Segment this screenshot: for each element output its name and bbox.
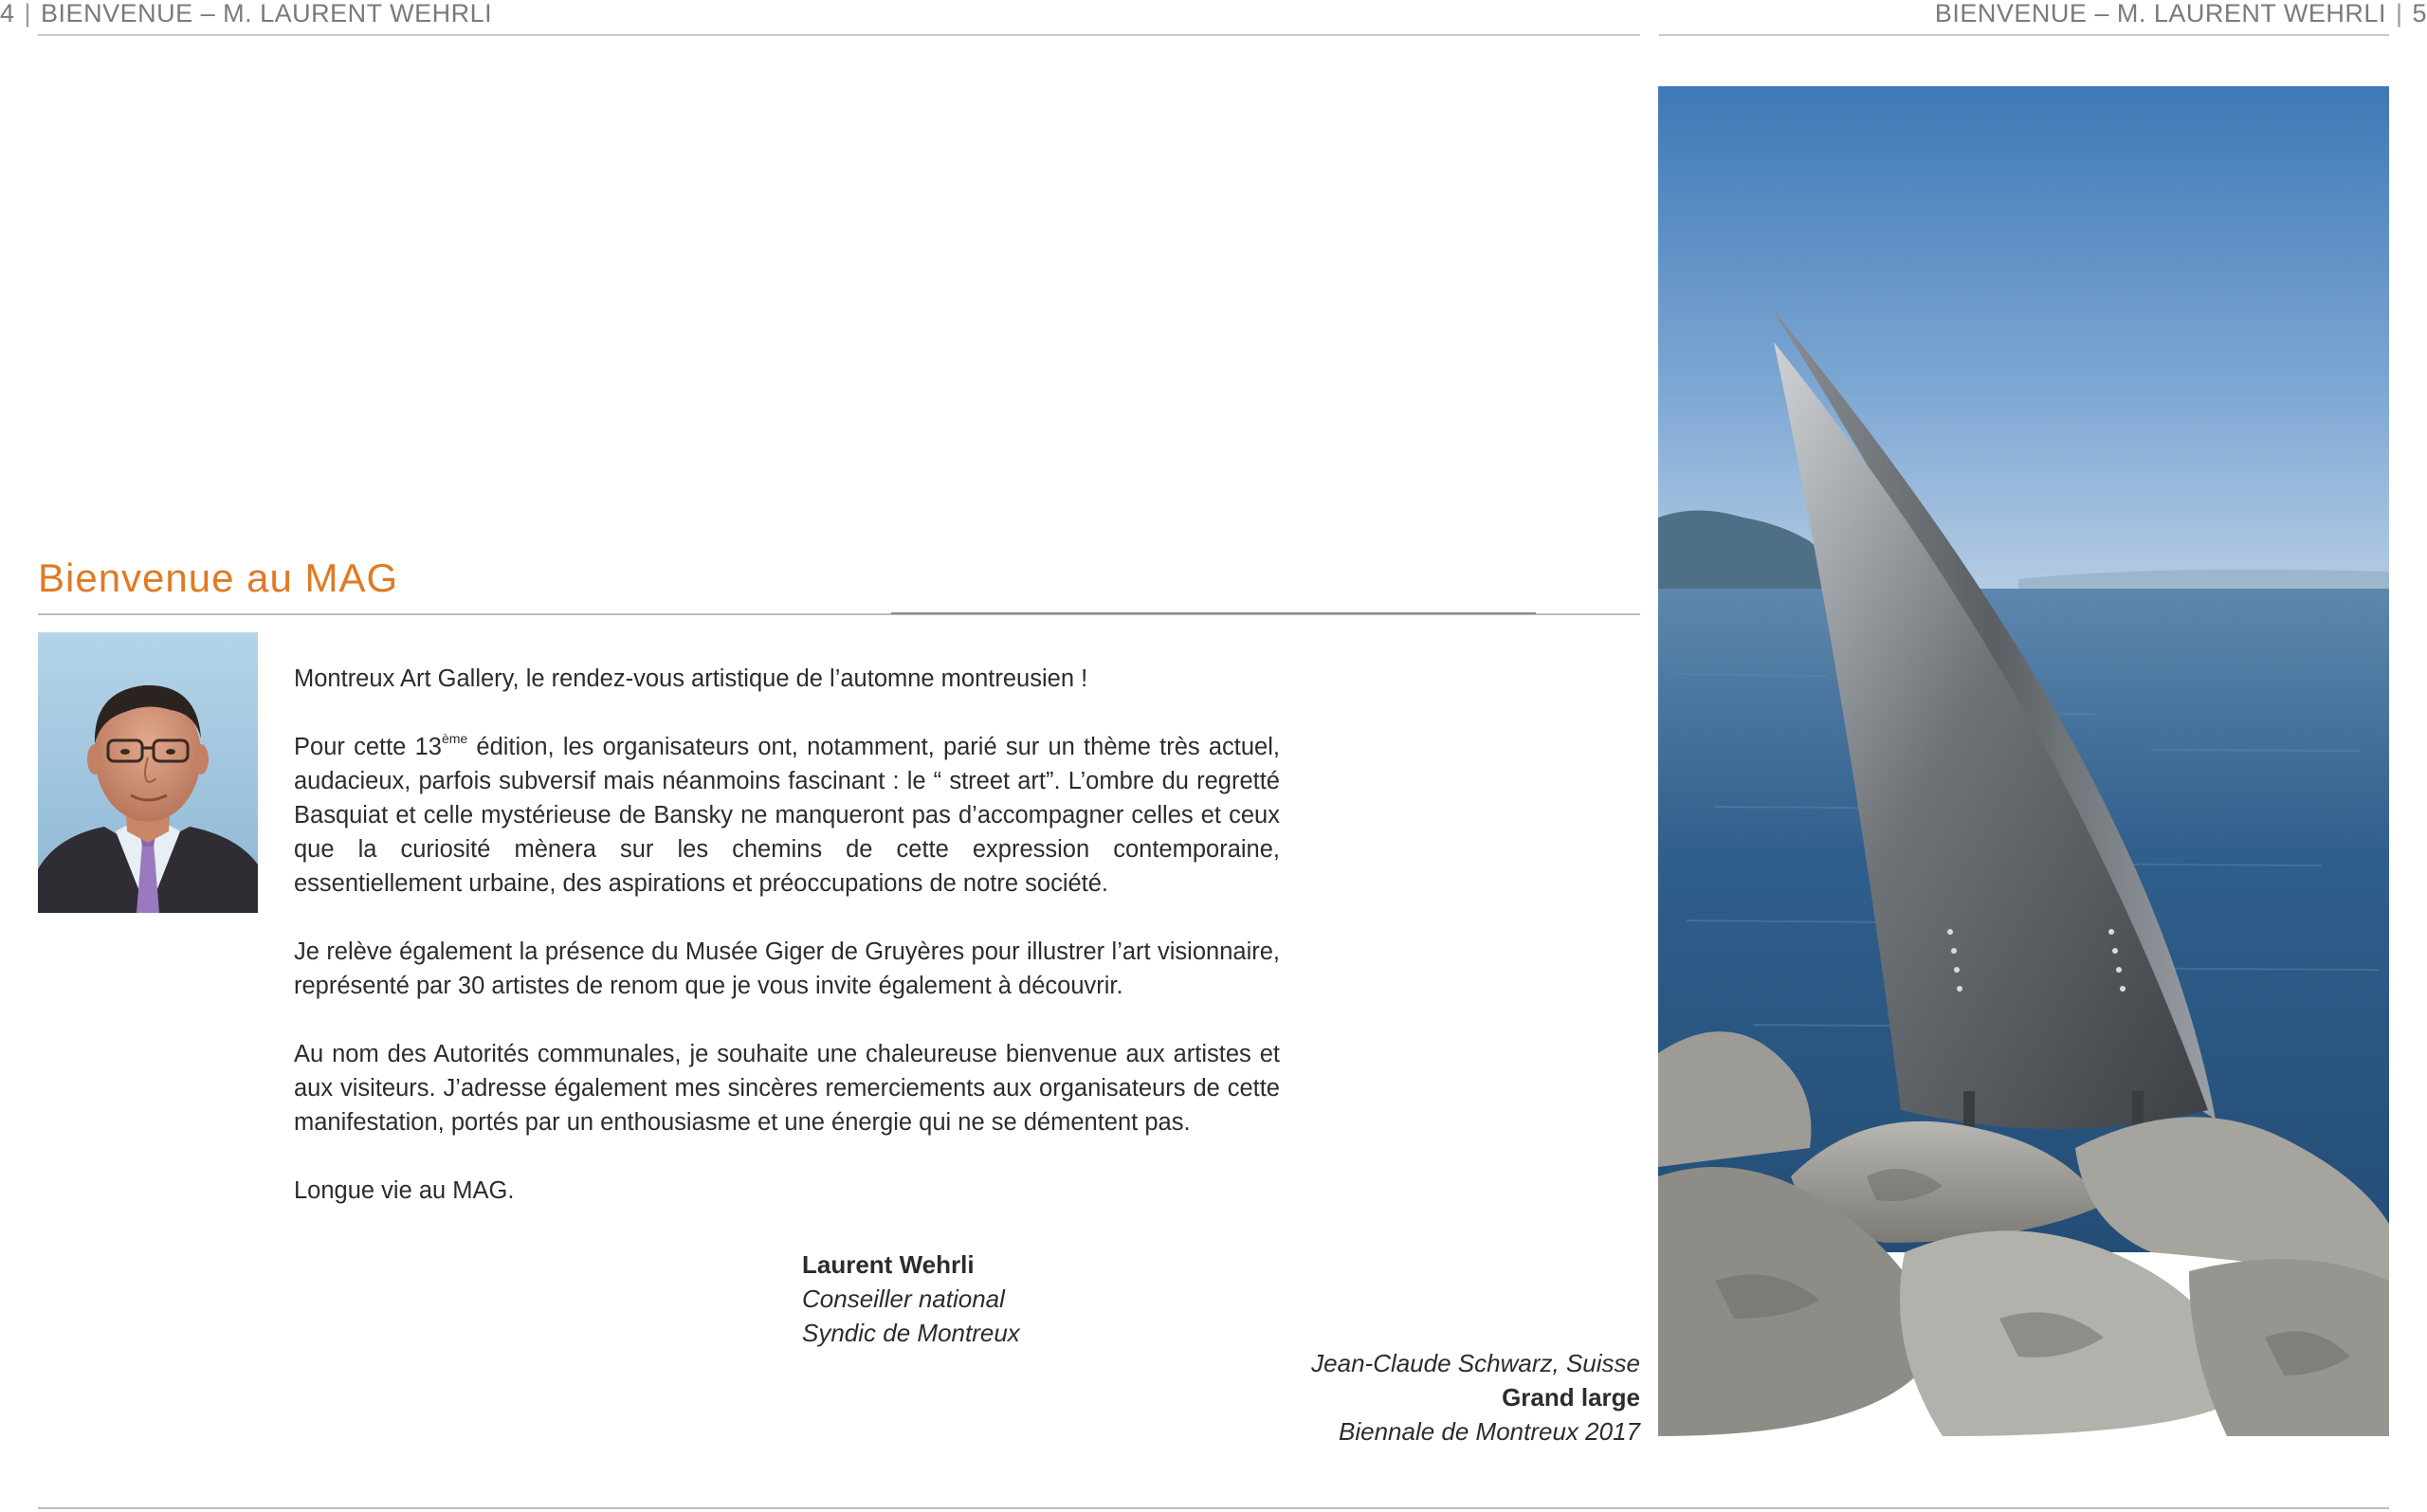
signature-block xyxy=(802,1248,1020,1350)
paragraph-welcome: Au nom des Autorités communales, je souhaite une chaleureuse bienvenue aux artistes et aux visiteurs. J’adresse également mes sincères remerciements aux organisateurs de cette manifestation, portés par un enthousiasme et une énergie qui ne se démentent pas. xyxy=(294,1041,1280,1136)
signature-role-2: Syndic de Montreux xyxy=(802,1319,1020,1347)
sculpture-photo xyxy=(1658,86,2389,1436)
section-title: Bienvenue au MAG xyxy=(38,556,399,600)
portrait-photo xyxy=(38,632,258,913)
paragraph-giger: Je relève également la présence du Musée Giger de Gruyères pour illustrer l’art visionnaire, représenté par 30 artistes de renom que je vous invite également à découvrir. xyxy=(294,938,1280,999)
ordinal-superscript: ème xyxy=(441,731,468,746)
portrait-illustration xyxy=(38,632,258,913)
caption-artist: Jean-Claude Schwarz, Suisse xyxy=(1311,1349,1640,1377)
running-head-right xyxy=(1935,0,2427,30)
sculpture-illustration xyxy=(1658,86,2389,1436)
title-rule-accent xyxy=(891,612,1536,614)
paragraph-closing: Longue vie au MAG. xyxy=(294,1177,515,1204)
page-number-left: 4 xyxy=(0,0,15,27)
header-rule-left xyxy=(38,34,1640,36)
caption-event: Biennale de Montreux 2017 xyxy=(1338,1417,1640,1446)
running-head-left xyxy=(0,0,492,30)
footer-rule xyxy=(38,1507,2389,1509)
running-head-title-left: BIENVENUE – M. LAURENT WEHRLI xyxy=(41,0,493,27)
header-separator: | xyxy=(24,0,32,27)
paragraph-edition xyxy=(294,730,1280,901)
header-separator: | xyxy=(2395,0,2403,27)
paragraph-edition-lead: Pour cette 13 xyxy=(294,734,442,760)
photo-caption xyxy=(1311,1346,1640,1448)
running-head-title-right: BIENVENUE – M. LAURENT WEHRLI xyxy=(1934,0,2386,27)
intro-paragraph: Montreux Art Gallery, le rendez-vous artistique de l’automne montreusien ! xyxy=(294,665,1088,692)
header-rule-right xyxy=(1659,34,2389,36)
signature-role-1: Conseiller national xyxy=(802,1284,1005,1313)
page-number-right: 5 xyxy=(2412,0,2427,27)
signature-name: Laurent Wehrli xyxy=(802,1250,975,1279)
caption-work-title: Grand large xyxy=(1502,1383,1640,1412)
paragraph-edition-rest: édition, les organisateurs ont, notamment, parié sur un thème très actuel, audacieux, parfois subversif mais néanmoins fascinant : le “ street art”. L’ombre du regretté Basquiat et celle mystérieuse de Bansky ne manqueront pas d’accompagner celles et ceux que la curiosité mènera sur les chemins de cette expression contemporaine, essentiellement urbaine, des aspirations et préoccupations de notre société. xyxy=(294,734,1280,897)
article-body xyxy=(294,662,1280,1242)
